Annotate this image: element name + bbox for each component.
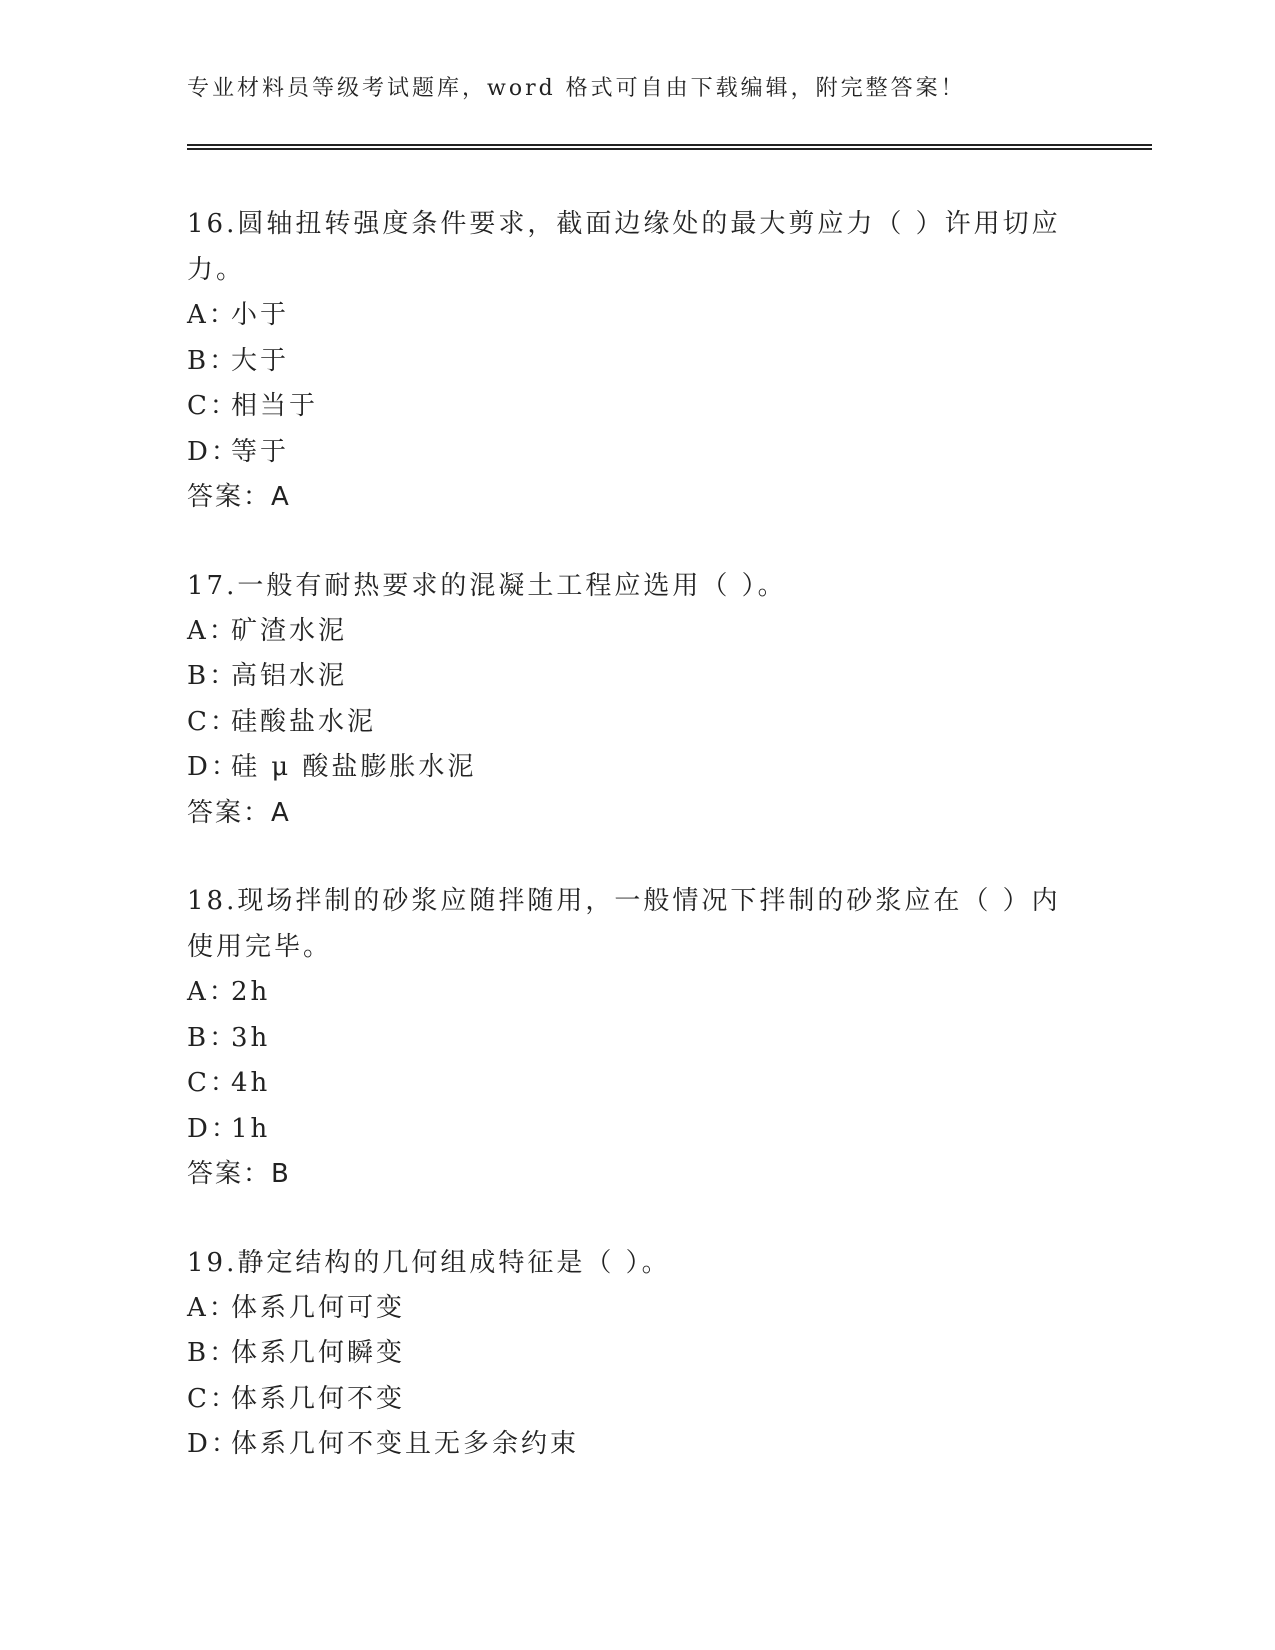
question-list <box>187 201 1087 1510</box>
question-stem: 16.圆轴扭转强度条件要求，截面边缘处的最大剪应力（ ）许用切应力。 <box>187 209 1061 285</box>
option-text: 矿渣水泥 <box>231 615 348 646</box>
option-text: 高铝水泥 <box>231 661 348 691</box>
option-d <box>187 430 1087 476</box>
option-text: 体系几何瞬变 <box>231 1338 406 1368</box>
option-key: C： <box>187 1383 239 1414</box>
option-key: A： <box>187 977 238 1007</box>
option-key: B： <box>187 1338 239 1368</box>
option-key: A： <box>187 615 238 646</box>
option-text: 3h <box>231 1022 271 1053</box>
question-stem: 17.一般有耐热要求的混凝土工程应选用（ ）。 <box>187 570 787 601</box>
option-text: 2h <box>231 977 271 1007</box>
option-d <box>187 1422 1087 1468</box>
option-text: 硅酸盐水泥 <box>231 706 377 737</box>
option-key: C： <box>187 391 239 421</box>
option-key: C： <box>187 706 239 737</box>
option-key: D： <box>187 1113 240 1144</box>
question-stem: 18.现场拌制的砂浆应随拌随用，一般情况下拌制的砂浆应在（ ）内使用完毕。 <box>187 886 1061 962</box>
option-a <box>187 1286 1087 1332</box>
option-b <box>187 1016 1087 1062</box>
option-key: B： <box>187 345 239 376</box>
option-text: 大于 <box>231 345 290 376</box>
option-c <box>187 700 1087 746</box>
option-text: 小于 <box>231 300 290 330</box>
option-text: 体系几何可变 <box>231 1292 406 1323</box>
option-key: C： <box>187 1068 239 1098</box>
answer: 答案：A <box>187 797 291 828</box>
option-c <box>187 1377 1087 1423</box>
option-d <box>187 745 1087 791</box>
option-text: 4h <box>231 1068 271 1098</box>
option-key: D： <box>187 436 240 467</box>
answer: 答案：B <box>187 1159 291 1189</box>
page-header: 专业材料员等级考试题库，word 格式可自由下载编辑，附完整答案！ <box>187 76 966 101</box>
option-c <box>187 384 1087 430</box>
question-17 <box>187 563 1087 837</box>
option-text: 相当于 <box>231 391 319 421</box>
option-key: D： <box>187 1429 240 1459</box>
option-b <box>187 339 1087 385</box>
option-key: A： <box>187 1292 238 1323</box>
question-19 <box>187 1240 1087 1468</box>
question-stem: 19.静定结构的几何组成特征是（ ）。 <box>187 1247 671 1278</box>
option-text: 1h <box>231 1113 271 1144</box>
option-a <box>187 293 1087 339</box>
option-text: 硅 μ 酸盐膨胀水泥 <box>231 752 477 782</box>
option-b <box>187 1331 1087 1377</box>
option-a <box>187 609 1087 655</box>
option-key: B： <box>187 1022 239 1053</box>
answer: 答案：A <box>187 482 291 512</box>
option-key: A： <box>187 300 238 330</box>
option-text: 体系几何不变且无多余约束 <box>231 1429 580 1459</box>
question-18 <box>187 878 1087 1198</box>
option-c <box>187 1061 1087 1107</box>
option-key: B： <box>187 661 239 691</box>
option-text: 体系几何不变 <box>231 1383 406 1414</box>
option-text: 等于 <box>231 436 290 467</box>
option-a <box>187 970 1087 1016</box>
option-key: D： <box>187 752 240 782</box>
option-b <box>187 654 1087 700</box>
header-divider <box>187 144 1152 150</box>
question-16 <box>187 201 1087 521</box>
option-d <box>187 1107 1087 1153</box>
